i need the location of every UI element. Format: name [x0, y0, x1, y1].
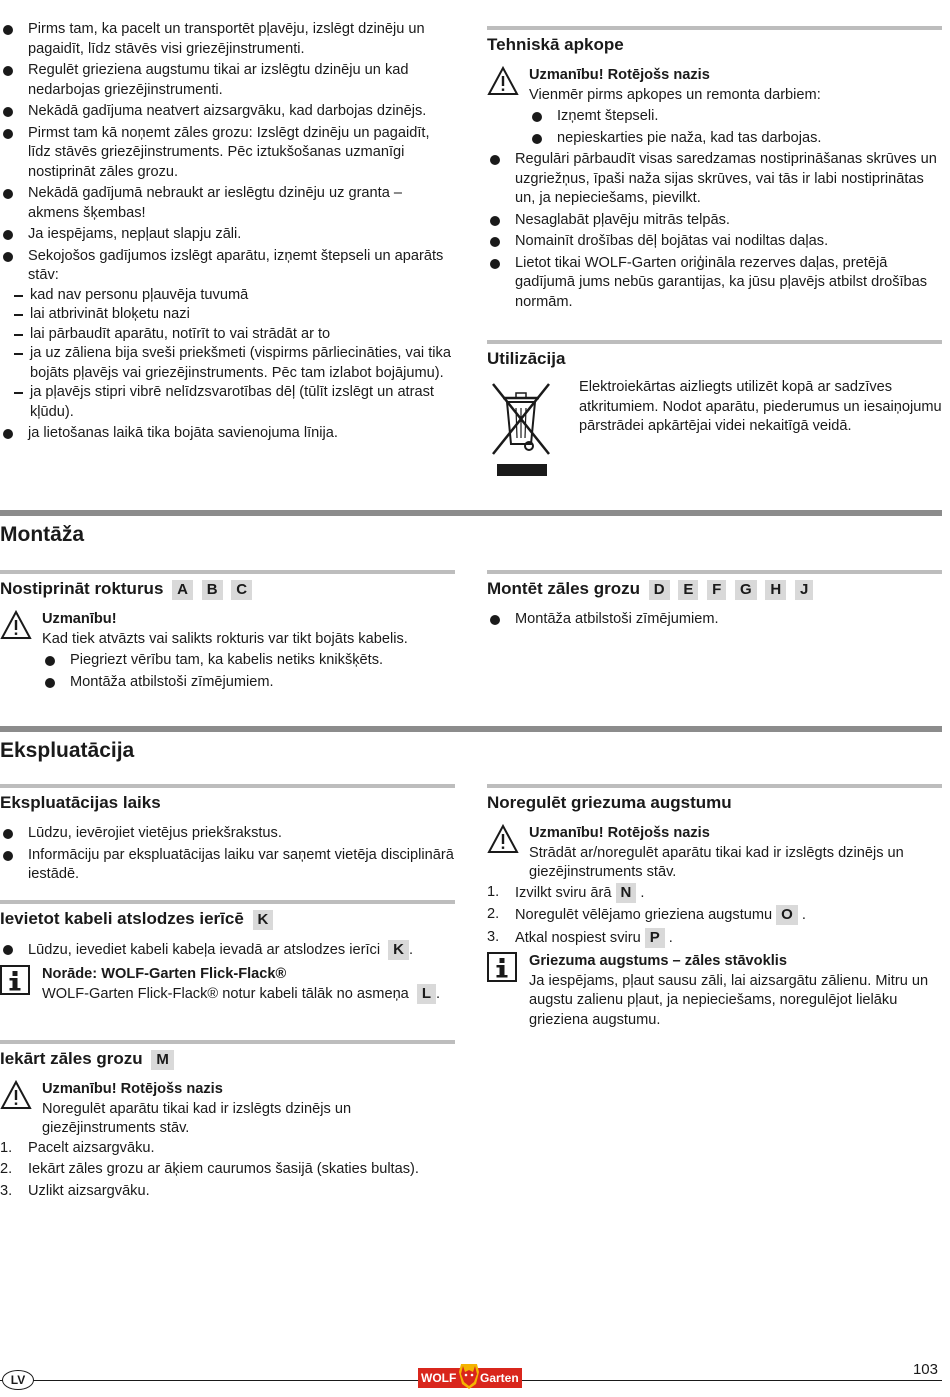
list-item: Montāža atbilstoši zīmējumiem. — [487, 610, 942, 630]
maintenance-list — [487, 150, 942, 312]
list-item-text: Lūdzu, ievediet kabeli kabeļa ievadā ar atslodzes ierīci — [28, 942, 381, 958]
hang-basket-section — [0, 1040, 455, 1203]
op-time-section — [0, 784, 455, 887]
dash-item: lai atbrivināt bloķetu nazi — [14, 305, 455, 325]
dash-item: ja pļavējs stipri vibrē nelīdzsvarotības dēļ (tūlīt izslēgt un atrast kļūdu). — [14, 383, 455, 422]
list-item-text: Sekojošos gadījumos izslēgt aparātu, izņemt štepseli un aparāts stāv: — [28, 247, 444, 283]
warning-text: Vienmēr pirms apkopes un remonta darbiem: — [529, 86, 821, 103]
warning-text: Noregulēt aparātu tikai kad ir izslēgts dzinējs un giezējinstruments stāv. — [42, 1100, 352, 1136]
info-title: Griezuma augstums – zāles stāvoklis — [529, 953, 787, 969]
section-title-text: Iekārt zāles grozu — [0, 1049, 143, 1068]
cable-section — [0, 900, 455, 1005]
dash-list — [14, 286, 455, 423]
safety-list — [0, 20, 455, 444]
crossed-bin-icon — [489, 380, 553, 478]
step-item: 3. Atkal nospiest sviru P . — [487, 928, 673, 946]
warning-notice — [487, 66, 942, 148]
wolf-head-icon — [457, 1362, 481, 1390]
cut-height-section — [487, 784, 942, 1030]
list-item: Nekādā gadījumā nebraukt ar ieslēgtu dzinēju uz granta – akmens šķembas! — [0, 184, 455, 223]
warning-notice — [0, 1080, 455, 1139]
handles-section — [0, 570, 455, 694]
logo-text-left: WOLF — [421, 1371, 457, 1385]
safety-list-section — [0, 20, 455, 446]
figure-tag: C — [231, 580, 252, 600]
list-item: Montāža atbilstoši zīmējumiem. — [42, 673, 455, 693]
list-item: Lūdzu, ievērojiet vietējus priekšrakstus. — [0, 824, 455, 844]
cable-list — [0, 940, 455, 961]
figure-tag: G — [735, 580, 757, 600]
warning-icon — [487, 824, 519, 854]
list-item: Regulāri pārbaudīt visas saredzamas nostiprināšanas skrūves un uzgriežņus, īpaši naža sijas skrūves, vai tās ir labi nostiprinātas un, ja nepieciešams, pievilkt. — [487, 150, 942, 209]
info-icon — [487, 952, 517, 982]
wolf-garten-logo — [418, 1362, 522, 1390]
figure-tag: K — [253, 910, 274, 930]
disposal-section — [487, 340, 942, 478]
section-title-text: Montēt zāles grozu — [487, 579, 641, 598]
figure-tag: N — [616, 883, 637, 903]
info-text: Ja iespējams, pļaut sausu zāli, lai aizsargātu zālienu. Mitru un augstu zalienu pļaut, ja nepieciešams, noregulējot lielāku grieziena augstumu. — [529, 972, 929, 1028]
figure-tag: D — [649, 580, 670, 600]
warning-title: Uzmanību! Rotējošs nazis — [529, 67, 710, 83]
section-title: Utilizācija — [487, 340, 942, 370]
figure-tag: H — [765, 580, 786, 600]
section-title-text: Ievietot kabeli atslodzes ierīcē — [0, 909, 244, 928]
list-item: nepieskarties pie naža, kad tas darbojas. — [529, 129, 942, 149]
figure-tag: F — [707, 580, 726, 600]
section-title-text: Nostiprināt rokturus — [0, 579, 164, 598]
figure-tag: B — [202, 580, 223, 600]
basket-mount-list — [487, 610, 942, 630]
figure-tag: P — [645, 928, 665, 948]
info-text: WOLF-Garten Flick-Flack® notur kabeli tālāk no asmeņa L . — [42, 985, 441, 1002]
info-text-body: WOLF-Garten Flick-Flack® notur kabeli tālāk no asmeņa — [42, 986, 409, 1002]
step-item — [0, 1139, 455, 1159]
step-number: 3. — [0, 1182, 13, 1199]
warning-notice — [0, 610, 455, 692]
figure-tag: O — [776, 905, 798, 925]
step-text: Iekārt zāles grozu ar āķiem caurumos šasijā (skaties bultas). — [28, 1161, 419, 1177]
step-item — [0, 1160, 455, 1180]
step-number: 2. — [0, 1161, 13, 1177]
list-item: Informāciju par ekspluatācijas laiku var saņemt vietēja disciplinārā iestādē. — [0, 846, 455, 885]
list-item: Izņemt štepseli. — [529, 107, 942, 127]
list-item: Pirms tam, ka pacelt un transportēt pļavēju, izslēgt dzinēju un pagaidīt, līdz stāvēs visi griezējinstrumenti. — [0, 20, 455, 59]
section-title — [0, 900, 455, 930]
warning-icon — [487, 66, 519, 96]
step-number: 3. — [487, 928, 500, 945]
info-icon — [0, 965, 30, 995]
warning-icon — [0, 610, 32, 640]
figure-tag: K — [388, 940, 409, 960]
list-item: Lūdzu, ievediet kabeli kabeļa ievadā ar atslodzes ierīci K . — [0, 940, 455, 961]
warning-list — [42, 651, 455, 692]
step-text: Noregulēt vēlējamo grieziena augstumu — [515, 907, 773, 923]
list-item — [0, 247, 455, 423]
figure-tag: J — [795, 580, 813, 600]
warning-title: Uzmanību! Rotējošs nazis — [42, 1081, 223, 1097]
section-title: Tehniskā apkope — [487, 26, 942, 56]
section-title — [0, 570, 455, 600]
step-text: Pacelt aizsargvāku. — [28, 1139, 155, 1156]
step-number: 1. — [487, 883, 500, 900]
section-title: Ekspluatācijas laiks — [0, 784, 455, 814]
section-title: Noregulēt griezuma augstumu — [487, 784, 942, 814]
figure-tag: L — [417, 984, 436, 1004]
language-badge: LV — [2, 1370, 34, 1390]
disposal-block — [487, 378, 942, 478]
step-item: 2. Noregulēt vēlējamo grieziena augstumu O . — [487, 906, 806, 923]
list-item: Piegriezt vērību tam, ka kabelis netiks knikšķēts. — [42, 651, 455, 671]
op-time-list — [0, 824, 455, 885]
list-item: Lietot tikai WOLF-Garten oriģināla rezerves daļas, pretējā gadījumā jums nebūs garantijas, ka jūsu pļavējs atbilst drošības normām. — [487, 254, 942, 313]
list-item: Pirmst tam kā noņemt zāles grozu: Izslēgt dzinēju un pagaidīt, līdz stāvēs griezējinstruments. Pēc iztukšošanas uzmanīgi nostiprināt zāles grozu. — [0, 124, 455, 183]
basket-mount-section — [487, 570, 942, 632]
step-number: 2. — [487, 906, 500, 922]
figure-tag: A — [172, 580, 193, 600]
list-item: ja lietošanas laikā tika bojāta savienojuma līnija. — [0, 424, 455, 444]
section-heading-operation: Ekspluatācija — [0, 726, 942, 764]
warning-list — [529, 107, 942, 148]
step-text: Atkal nospiest sviru — [515, 929, 641, 946]
warning-title: Uzmanību! — [42, 611, 117, 627]
dash-item: kad nav personu pļauvēja tuvumā — [14, 286, 455, 306]
step-number: 1. — [0, 1139, 13, 1156]
page-number: 103 — [912, 1361, 938, 1378]
warning-text: Kad tiek atvāzts vai salikts rokturis var tikt bojāts kabelis. — [42, 630, 408, 647]
list-item: Ja iespējams, nepļaut slapju zāli. — [0, 225, 455, 245]
list-item: Nekādā gadījuma neatvert aizsargvāku, kad darbojas dzinējs. — [0, 102, 455, 122]
figure-tag: M — [151, 1050, 174, 1070]
step-text: Uzlikt aizsargvāku. — [28, 1182, 150, 1199]
hang-basket-steps — [0, 1139, 455, 1202]
disposal-text: Elektroiekārtas aizliegts utilizēt kopā ar sadzīves atkritumiem. Nodot aparātu, piederumus un iesaiņojumu pārstrādei apkārtējai videi nekaitīgā veidā. — [579, 379, 942, 434]
cut-height-steps — [487, 883, 942, 949]
step-item — [0, 1182, 455, 1202]
info-notice — [487, 952, 942, 1030]
list-item: Nesaglabāt pļavēju mitrās telpās. — [487, 211, 942, 231]
step-item: 1. Izvilkt sviru ārā N . — [487, 883, 645, 901]
warning-icon — [0, 1080, 32, 1110]
warning-notice — [487, 824, 942, 883]
dash-item: lai pārbaudīt aparātu, notīrīt to vai strādāt ar to — [14, 325, 455, 345]
info-title: Norāde: WOLF-Garten Flick-Flack® — [42, 965, 287, 982]
dash-item: ja uz zāliena bija sveši priekšmeti (vispirms pārliecināties, vai tika bojāts pļavējs vai griezējinstruments. Pēc tam izlabot bojājumu). — [14, 344, 455, 383]
section-title — [487, 570, 942, 600]
warning-title: Uzmanību! Rotējošs nazis — [529, 825, 710, 841]
step-text: Izvilkt sviru ārā — [515, 884, 612, 901]
section-heading-montaza: Montāža — [0, 510, 942, 548]
warning-text: Strādāt ar/noregulēt aparātu tikai kad ir izslēgts dzinējs un giezējinstruments stāv. — [529, 844, 904, 880]
maintenance-section — [487, 26, 942, 314]
list-item: Nomainīt drošības dēļ bojātas vai nodiltas daļas. — [487, 232, 942, 252]
figure-tag: E — [678, 580, 698, 600]
info-notice — [0, 965, 455, 1005]
list-item: Regulēt grieziena augstumu tikai ar izslēgtu dzinēju un kad nedarbojas griezējinstrumenti. — [0, 61, 455, 100]
logo-text-right: Garten — [480, 1371, 519, 1385]
section-title — [0, 1040, 455, 1070]
